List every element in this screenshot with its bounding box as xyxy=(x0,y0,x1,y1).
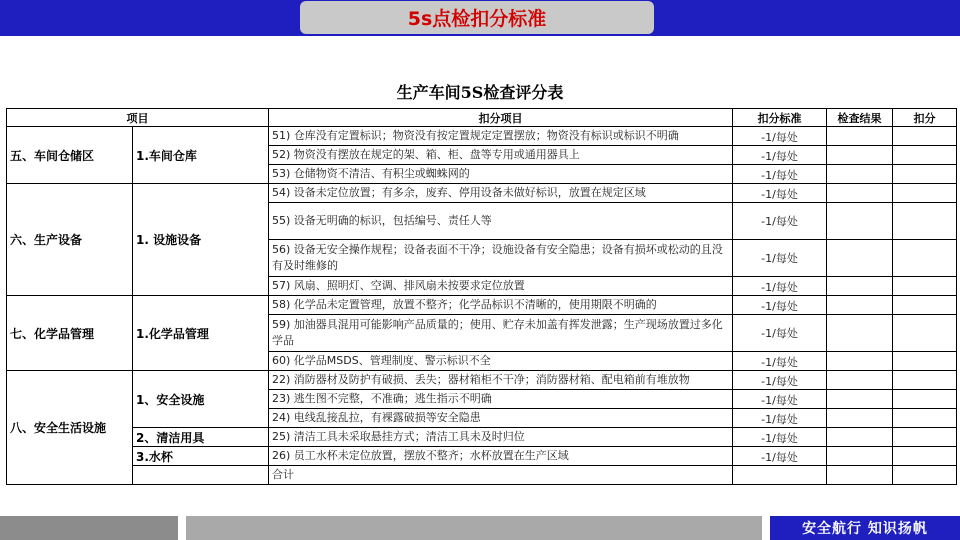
result-cell[interactable] xyxy=(827,296,893,315)
deduction-standard: -1/每处 xyxy=(733,203,827,240)
deduction-standard: -1/每处 xyxy=(733,277,827,296)
slide-title: 5s点检扣分标准 xyxy=(300,1,654,34)
deduction-text: 60) 化学品MSDS、管理制度、警示标识不全 xyxy=(269,352,733,371)
deduction-standard: -1/每处 xyxy=(733,352,827,371)
score-cell[interactable] xyxy=(893,428,957,447)
score-cell[interactable] xyxy=(893,315,957,352)
result-cell[interactable] xyxy=(827,390,893,409)
total-label: 合计 xyxy=(269,466,733,485)
result-cell[interactable] xyxy=(827,240,893,277)
score-cell[interactable] xyxy=(893,390,957,409)
inspection-score-table xyxy=(6,108,957,485)
result-cell[interactable] xyxy=(827,466,893,485)
subsection-label: 1.化学品管理 xyxy=(133,296,269,371)
footer-bar-left xyxy=(0,516,178,540)
deduction-standard: -1/每处 xyxy=(733,127,827,146)
result-cell[interactable] xyxy=(827,184,893,203)
deduction-text: 53) 仓储物资不清洁、有积尘或蜘蛛网的 xyxy=(269,165,733,184)
table-row xyxy=(7,184,957,203)
table-row xyxy=(7,127,957,146)
deduction-standard: -1/每处 xyxy=(733,240,827,277)
header-result: 检查结果 xyxy=(827,109,893,127)
header-score: 扣分 xyxy=(893,109,957,127)
deduction-standard: -1/每处 xyxy=(733,165,827,184)
deduction-standard: -1/每处 xyxy=(733,447,827,466)
deduction-standard: -1/每处 xyxy=(733,296,827,315)
footer-slogan: 安全航行 知识扬帆 xyxy=(770,516,960,540)
table-row xyxy=(7,428,957,447)
header-item: 项目 xyxy=(7,109,269,127)
score-cell[interactable] xyxy=(893,127,957,146)
section-label: 六、生产设备 xyxy=(7,184,133,296)
result-cell[interactable] xyxy=(827,371,893,390)
footer-bar-middle xyxy=(186,516,762,540)
empty-cell xyxy=(733,466,827,485)
deduction-text: 23) 逃生图不完整，不准确；逃生指示不明确 xyxy=(269,390,733,409)
result-cell[interactable] xyxy=(827,315,893,352)
deduction-standard: -1/每处 xyxy=(733,390,827,409)
result-cell[interactable] xyxy=(827,447,893,466)
deduction-standard: -1/每处 xyxy=(733,146,827,165)
table-row xyxy=(7,371,957,390)
deduction-standard: -1/每处 xyxy=(733,409,827,428)
result-cell[interactable] xyxy=(827,146,893,165)
header-standard: 扣分标准 xyxy=(733,109,827,127)
deduction-standard: -1/每处 xyxy=(733,428,827,447)
deduction-text: 58) 化学品未定置管理，放置不整齐；化学品标识不清晰的，使用期限不明确的 xyxy=(269,296,733,315)
table-row xyxy=(7,447,957,466)
result-cell[interactable] xyxy=(827,352,893,371)
deduction-text: 59) 加油器具混用可能影响产品质量的；使用、贮存未加盖有挥发泄露；生产现场放置过多化学品 xyxy=(269,315,733,352)
deduction-text: 26) 员工水杯未定位放置，摆放不整齐；水杯放置在生产区域 xyxy=(269,447,733,466)
deduction-text: 51) 仓库没有定置标识；物资没有按定置规定定置摆放；物资没有标识或标识不明确 xyxy=(269,127,733,146)
score-cell[interactable] xyxy=(893,352,957,371)
result-cell[interactable] xyxy=(827,165,893,184)
table-row xyxy=(7,296,957,315)
table-row xyxy=(7,466,957,485)
subsection-label: 2、清洁用具 xyxy=(133,428,269,447)
section-label: 七、化学品管理 xyxy=(7,296,133,371)
score-cell[interactable] xyxy=(893,447,957,466)
score-cell[interactable] xyxy=(893,466,957,485)
section-label: 五、车间仓储区 xyxy=(7,127,133,184)
deduction-text: 57) 风扇、照明灯、空调、排风扇未按要求定位放置 xyxy=(269,277,733,296)
subsection-label: 1、安全设施 xyxy=(133,371,269,428)
score-cell[interactable] xyxy=(893,165,957,184)
deduction-text: 24) 电线乱接乱拉，有裸露破损等安全隐患 xyxy=(269,409,733,428)
result-cell[interactable] xyxy=(827,277,893,296)
result-cell[interactable] xyxy=(827,127,893,146)
result-cell[interactable] xyxy=(827,203,893,240)
deduction-standard: -1/每处 xyxy=(733,184,827,203)
result-cell[interactable] xyxy=(827,428,893,447)
result-cell[interactable] xyxy=(827,409,893,428)
deduction-text: 22) 消防器材及防护有破损、丢失；器材箱柜不干净；消防器材箱、配电箱前有堆放物 xyxy=(269,371,733,390)
empty-cell xyxy=(133,466,269,485)
subsection-label: 1. 设施设备 xyxy=(133,184,269,296)
subsection-label: 1.车间仓库 xyxy=(133,127,269,184)
header-row xyxy=(7,109,957,127)
document-title: 生产车间5S检查评分表 xyxy=(396,83,564,102)
deduction-text: 55) 设备无明确的标识，包括编号、责任人等 xyxy=(269,203,733,240)
score-cell[interactable] xyxy=(893,146,957,165)
header-deduction-item: 扣分项目 xyxy=(269,109,733,127)
deduction-standard: -1/每处 xyxy=(733,371,827,390)
score-cell[interactable] xyxy=(893,409,957,428)
score-cell[interactable] xyxy=(893,203,957,240)
score-cell[interactable] xyxy=(893,240,957,277)
score-cell[interactable] xyxy=(893,371,957,390)
subsection-label: 3.水杯 xyxy=(133,447,269,466)
deduction-standard: -1/每处 xyxy=(733,315,827,352)
deduction-text: 52) 物资没有摆放在规定的架、箱、柜、盘等专用或通用器具上 xyxy=(269,146,733,165)
score-cell[interactable] xyxy=(893,184,957,203)
section-label: 八、安全生活设施 xyxy=(7,371,133,485)
score-cell[interactable] xyxy=(893,277,957,296)
score-cell[interactable] xyxy=(893,296,957,315)
deduction-text: 54) 设备未定位放置；有多余，废弃、停用设备未做好标识，放置在规定区域 xyxy=(269,184,733,203)
deduction-text: 56) 设备无安全操作规程；设备表面不干净；设施设备有安全隐患；设备有损坏或松动的且没有及时维修的 xyxy=(269,240,733,277)
deduction-text: 25) 清洁工具未采取悬挂方式；清洁工具未及时归位 xyxy=(269,428,733,447)
